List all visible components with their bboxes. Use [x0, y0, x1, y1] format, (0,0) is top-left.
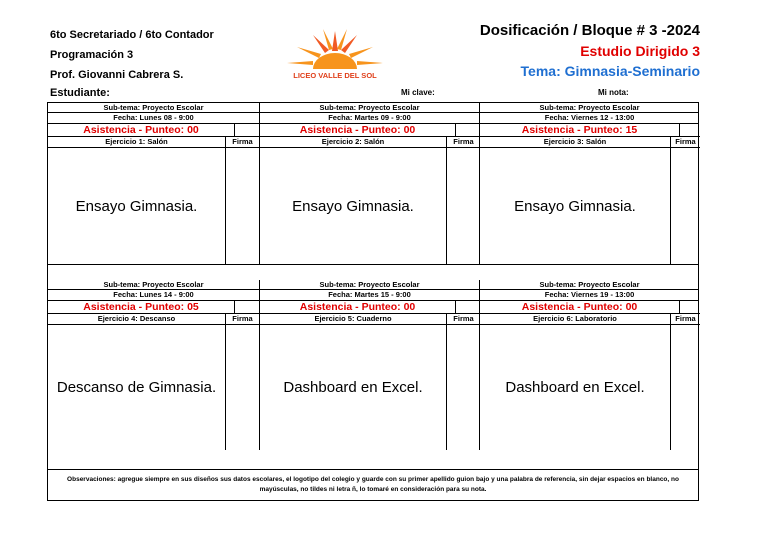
firma-header: Firma	[670, 314, 700, 325]
firma-header: Firma	[225, 137, 259, 148]
course-line-1: 6to Secretariado / 6to Contador	[50, 29, 214, 41]
subtema-label: Sub-tema: Proyecto Escolar	[480, 103, 699, 113]
logo-text: LICEO VALLE DEL SOL	[293, 71, 377, 80]
course-info	[50, 25, 214, 85]
subtema-label: Sub-tema: Proyecto Escolar	[48, 103, 259, 113]
fecha-label: Fecha: Lunes 08 - 9:00	[48, 113, 259, 124]
firma-signature-box[interactable]	[446, 325, 480, 450]
exercise-card-5	[259, 280, 479, 450]
course-line-2: Programación 3	[50, 49, 134, 61]
asistencia-blank-cell	[456, 301, 480, 314]
ejercicio-label: Ejercicio 5: Cuaderno	[260, 314, 446, 325]
document-topic: Tema: Gimnasia-Seminario	[520, 63, 700, 79]
asistencia-punteo: Asistencia - Punteo: 05	[48, 301, 235, 314]
nota-label: Mi nota:	[598, 88, 629, 97]
document-title: Dosificación / Bloque # 3 -2024	[479, 22, 700, 39]
observations-note: Observaciones: agregue siempre en sus diseños sus datos escolares, el logotipo del colegio y guarde con su primer apellido guion bajo y una palabra de referencia, sin dejar espacios en blanco, no mayúsculas, no tildes ni letra ñ, lo tomaré en consideración para su nota.	[47, 470, 699, 501]
subtema-label: Sub-tema: Proyecto Escolar	[260, 103, 479, 113]
ejercicio-label: Ejercicio 3: Salón	[480, 137, 670, 148]
subtema-label: Sub-tema: Proyecto Escolar	[480, 280, 699, 290]
clave-label: Mi clave:	[401, 88, 435, 97]
document-title-block	[480, 21, 700, 81]
asistencia-punteo: Asistencia - Punteo: 00	[260, 124, 456, 137]
firma-signature-box[interactable]	[225, 325, 259, 450]
document-subtitle: Estudio Dirigido 3	[580, 43, 700, 59]
exercise-content: Ensayo Gimnasia.	[75, 198, 198, 215]
fecha-label: Fecha: Viernes 19 - 13:00	[480, 290, 699, 301]
ejercicio-label: Ejercicio 1: Salón	[48, 137, 225, 148]
asistencia-blank-cell	[235, 124, 259, 137]
school-logo	[283, 25, 387, 83]
asistencia-punteo: Asistencia - Punteo: 15	[480, 124, 680, 137]
exercise-content: Descanso de Gimnasia.	[56, 379, 217, 396]
asistencia-punteo: Asistencia - Punteo: 00	[48, 124, 235, 137]
firma-signature-box[interactable]	[225, 148, 259, 265]
firma-header: Firma	[446, 137, 480, 148]
exercise-card-2	[259, 103, 479, 265]
asistencia-blank-cell	[680, 124, 700, 137]
ejercicio-label: Ejercicio 6: Laboratorio	[480, 314, 670, 325]
firma-header: Firma	[670, 137, 700, 148]
subtema-label: Sub-tema: Proyecto Escolar	[48, 280, 259, 290]
asistencia-blank-cell	[235, 301, 259, 314]
exercise-content: Ensayo Gimnasia.	[292, 198, 414, 215]
asistencia-punteo: Asistencia - Punteo: 00	[260, 301, 456, 314]
fecha-label: Fecha: Martes 15 - 9:00	[260, 290, 479, 301]
fecha-label: Fecha: Lunes 14 - 9:00	[48, 290, 259, 301]
fecha-label: Fecha: Martes 09 - 9:00	[260, 113, 479, 124]
exercise-card-1	[48, 103, 259, 265]
exercise-card-6	[479, 280, 699, 450]
firma-signature-box[interactable]	[670, 325, 700, 450]
student-row	[47, 86, 699, 102]
firma-header: Firma	[446, 314, 480, 325]
ejercicio-label: Ejercicio 2: Salón	[260, 137, 446, 148]
asistencia-blank-cell	[680, 301, 700, 314]
firma-signature-box[interactable]	[446, 148, 480, 265]
teacher-name: Prof. Giovanni Cabrera S.	[50, 69, 184, 81]
firma-header: Firma	[225, 314, 259, 325]
subtema-label: Sub-tema: Proyecto Escolar	[260, 280, 479, 290]
exercise-content: Ensayo Gimnasia.	[514, 198, 636, 215]
student-label: Estudiante:	[50, 87, 110, 99]
firma-signature-box[interactable]	[670, 148, 700, 265]
exercise-content: Dashboard en Excel.	[505, 379, 645, 396]
exercise-content: Dashboard en Excel.	[283, 379, 423, 396]
asistencia-punteo: Asistencia - Punteo: 00	[480, 301, 680, 314]
exercise-card-3	[479, 103, 699, 265]
ejercicio-label: Ejercicio 4: Descanso	[48, 314, 225, 325]
fecha-label: Fecha: Viernes 12 - 13:00	[480, 113, 699, 124]
exercise-card-4	[48, 280, 259, 450]
asistencia-blank-cell	[456, 124, 480, 137]
schedule-grid	[47, 102, 699, 470]
